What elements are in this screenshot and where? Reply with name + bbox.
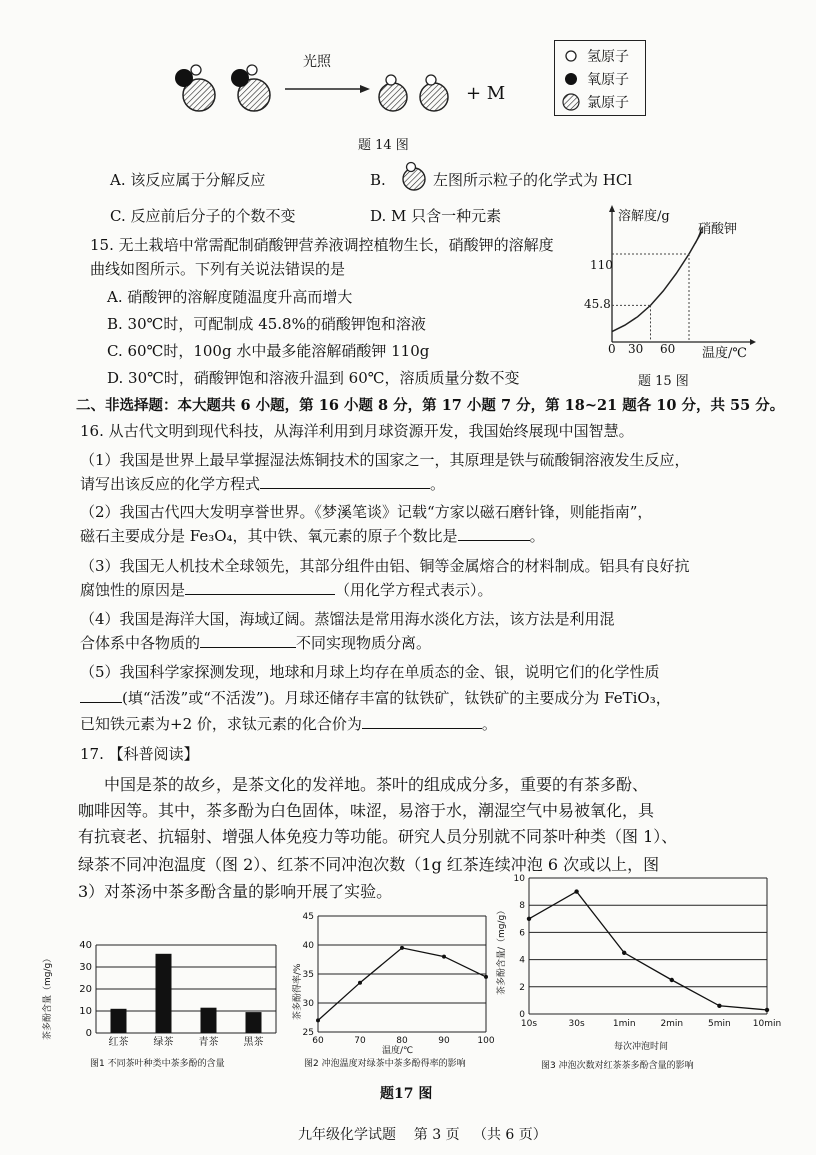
x-tick-label: 90	[438, 1036, 450, 1046]
q16-part5-line1: （5）我国科学家探测发现，地球和月球上均存在单质态的金、银，说明它们的化学性质	[80, 663, 660, 681]
q16-part4-line1: （4）我国是海洋大国，海域辽阔。蒸馏法是常用海水淡化方法，该方法是利用混	[80, 610, 615, 628]
y-tick-label: 8	[519, 901, 525, 912]
q16-part2-line1: （2）我国古代四大发明享誉世界。《梦溪笔谈》记载“方家以磁石磨针锋，则能指南”，	[80, 503, 653, 521]
chart3-ylabel: 茶多酚含量/（mg/g）	[497, 905, 507, 995]
q16-part5-prompt2: 已知铁元素为+2 价，求钛元素的化合价为	[80, 715, 362, 733]
y-tick-label: 6	[519, 928, 525, 939]
answer-blank[interactable]	[458, 526, 530, 541]
q16-part2-line2	[80, 526, 545, 546]
q16-part3-line2	[80, 580, 493, 600]
q16-part1-line2	[80, 474, 445, 494]
hydrogen-atom-icon	[566, 51, 576, 61]
solubility-xtick-60: 60	[660, 342, 676, 356]
x-tick-label: 30s	[568, 1019, 585, 1029]
fig15-caption: 题 15 图	[638, 374, 689, 389]
answer-blank[interactable]	[185, 580, 335, 595]
x-tick-label: 绿茶	[153, 1037, 174, 1048]
q16-intro: 16. 从古代文明到现代科技，从海洋利用到月球资源开发，我国始终展现中国智慧。	[80, 422, 634, 440]
answer-blank[interactable]	[260, 474, 430, 489]
y-tick-label: 25	[302, 1028, 314, 1038]
q15-option-c: C. 60℃时，100g 水中最多能溶解硝酸钾 110g	[107, 342, 430, 360]
punct: 。	[481, 715, 497, 733]
solubility-xtick-0: 0	[608, 342, 616, 356]
x-tick-label: 60	[312, 1036, 324, 1046]
hocl-molecule	[231, 65, 270, 111]
chart2-ylabel: 茶多酚得率/%	[293, 963, 303, 1020]
chart3-title: 图3 冲泡次数对红茶茶多酚含量的影响	[541, 1061, 694, 1071]
solubility-xlabel: 温度/℃	[702, 346, 747, 361]
punct: 。	[430, 475, 446, 493]
q16-part4-suffix: 不同实现物质分离。	[296, 634, 432, 652]
chart1-ylabel: 茶多酚含量（mg/g）	[43, 953, 53, 1040]
data-point	[622, 951, 626, 955]
brew-count-line-chart	[505, 870, 782, 1045]
q15-stem-line1: 15. 无土栽培中常需配制硝酸钾营养液调控植物生长，硝酸钾的溶解度	[90, 236, 554, 254]
q16-part3-suffix: （用化学方程式表示）。	[335, 581, 493, 599]
x-tick-label: 10s	[520, 1019, 538, 1029]
plus-m: + M	[466, 83, 506, 104]
y-tick-label: 40	[79, 940, 92, 951]
chart1-title: 图1 不同茶叶种类中茶多酚的含量	[90, 1059, 225, 1069]
legend-chlorine: 氯原子	[587, 95, 629, 111]
brew-temperature-line-chart	[292, 910, 502, 1055]
tea-type-bar-chart	[56, 935, 286, 1050]
solubility-ytick-45-8: 45.8	[584, 297, 611, 311]
q15-option-a: A. 硝酸钾的溶解度随温度升高而增大	[107, 288, 353, 306]
q16-part1-prompt: 请写出该反应的化学方程式	[80, 475, 261, 493]
q17-para-line5: 3）对茶汤中茶多酚含量的影响开展了实验。	[78, 882, 393, 901]
x-tick-label: 青茶	[198, 1037, 219, 1048]
y-tick-label: 20	[79, 984, 92, 995]
x-tick-label: 70	[354, 1036, 366, 1046]
q15-option-d: D. 30℃时，硝酸钾饱和溶液升温到 60℃，溶质质量分数不变	[107, 369, 520, 387]
punct: 。	[529, 527, 545, 545]
q16-part1-line1: （1）我国是世界上最早掌握湿法炼铜技术的国家之一，其原理是铁与硫酸铜溶液发生反应，	[80, 451, 690, 469]
data-point	[358, 981, 362, 985]
series-line	[529, 892, 767, 1010]
bar	[201, 1008, 217, 1033]
y-tick-label: 2	[519, 982, 525, 993]
data-point	[316, 1018, 320, 1022]
data-point	[400, 946, 404, 950]
y-tick-label: 0	[519, 1010, 525, 1020]
q14-option-b-label: B.	[370, 171, 386, 189]
chart3-xlabel: 每次冲泡时间	[614, 1042, 669, 1052]
page-footer: 九年级化学试题 第 3 页 （共 6 页）	[298, 1127, 547, 1143]
q16-part5-line2	[80, 688, 671, 708]
hcl-molecule	[379, 75, 407, 111]
y-tick-label: 10	[79, 1006, 92, 1017]
hocl-molecule	[175, 65, 215, 111]
series-line	[318, 948, 486, 1021]
q16-part4-line2	[80, 633, 431, 653]
fig17-caption: 题17 图	[380, 1086, 433, 1102]
q14-option-c: C. 反应前后分子的个数不变	[110, 207, 296, 225]
hcl-molecule-icon	[398, 160, 430, 192]
q16-part4-prompt: 合体系中各物质的	[80, 634, 201, 652]
q16-part5-line3	[80, 714, 497, 734]
q17-para-line3: 有抗衰老、抗辐射、增强人体免疫力等功能。研究人员分别就不同茶叶种类（图 1）、	[78, 827, 678, 846]
answer-blank[interactable]	[80, 688, 122, 703]
solubility-chart	[590, 200, 765, 365]
y-tick-label: 10	[513, 874, 525, 884]
answer-blank[interactable]	[362, 714, 482, 729]
x-tick-label: 1min	[612, 1019, 636, 1029]
y-tick-label: 40	[302, 941, 314, 951]
section2-heading: 二、非选择题：本大题共 6 小题，第 16 小题 8 分，第 17 小题 7 分，第 18~21 题各 10 分，共 55 分。	[76, 397, 785, 414]
q16-part5-prompt: (填“活泼”或“不活泼”)。月球还储存丰富的钛铁矿，钛铁矿的主要成分为 FeTiO₃，	[122, 689, 671, 707]
oxygen-atom-icon	[565, 73, 577, 85]
y-tick-label: 45	[302, 912, 314, 922]
legend-hydrogen: 氢原子	[587, 49, 629, 65]
x-tick-label: 2min	[660, 1019, 684, 1029]
data-point	[574, 889, 578, 893]
q17-para-line4: 绿茶不同冲泡温度（图 2）、红茶不同冲泡次数（1g 红茶连续冲泡 6 次或以上，图	[78, 855, 660, 874]
x-tick-label: 红茶	[108, 1037, 129, 1048]
chart2-title: 图2 冲泡温度对绿茶中茶多酚得率的影响	[304, 1059, 466, 1069]
q15-stem-line2: 曲线如图所示。下列有关说法错误的是	[90, 260, 346, 278]
q17-para-line1: 中国是茶的故乡，是茶文化的发祥地。茶叶的组成成分多，重要的有茶多酚、	[104, 775, 649, 794]
y-tick-label: 30	[302, 999, 314, 1009]
solubility-curve	[612, 232, 702, 332]
solubility-xtick-30: 30	[628, 342, 644, 356]
bar	[111, 1009, 127, 1033]
answer-blank[interactable]	[200, 633, 296, 648]
q16-part3-prompt: 腐蚀性的原因是	[80, 581, 186, 599]
data-point	[484, 975, 488, 979]
q14-option-d: D. M 只含一种元素	[370, 207, 502, 225]
q16-part2-prompt: 磁石主要成分是 Fe₃O₄，其中铁、氧元素的原子个数比是	[80, 527, 458, 545]
y-tick-label: 35	[302, 970, 314, 980]
hcl-molecule	[420, 75, 448, 111]
data-point	[717, 1004, 721, 1008]
legend-oxygen: 氧原子	[587, 72, 629, 88]
arrow-label: 光照	[303, 54, 331, 70]
chart2-xlabel: 温度/℃	[382, 1046, 414, 1056]
y-tick-label: 30	[79, 962, 92, 973]
data-point	[527, 917, 531, 921]
data-point	[765, 1008, 769, 1012]
data-point	[442, 955, 446, 959]
q15-option-b: B. 30℃时，可配制成 45.8%的硝酸钾饱和溶液	[107, 315, 426, 333]
q17-para-line2: 咖啡因等。其中，茶多酚为白色固体，味涩，易溶于水，潮湿空气中易被氧化，具	[78, 801, 655, 820]
bar	[246, 1012, 262, 1033]
solubility-ylabel: 溶解度/g	[618, 209, 670, 224]
x-tick-label: 10min	[752, 1019, 782, 1029]
solubility-ytick-110: 110	[590, 258, 613, 272]
q16-part3-line1: （3）我国无人机技术全球领先，其部分组件由铝、铜等金属熔合的材料制成。铝具有良好抗	[80, 557, 690, 575]
fig14-caption: 题 14 图	[358, 138, 409, 153]
bar	[156, 954, 172, 1033]
chlorine-atom-icon	[563, 94, 579, 110]
q17-heading: 17. 【科普阅读】	[80, 745, 199, 763]
y-tick-label: 4	[519, 955, 525, 966]
atom-legend	[554, 40, 646, 116]
x-tick-label: 5min	[708, 1019, 731, 1029]
x-tick-label: 黑茶	[243, 1037, 264, 1048]
x-tick-label: 80	[396, 1036, 408, 1046]
solubility-series-label: 硝酸钾	[698, 222, 738, 237]
y-tick-label: 0	[85, 1028, 92, 1039]
q14-option-a: A. 该反应属于分解反应	[110, 171, 266, 189]
x-tick-label: 100	[477, 1036, 495, 1046]
data-point	[670, 978, 674, 982]
q14-option-b: 左图所示粒子的化学式为 HCl	[433, 171, 633, 189]
